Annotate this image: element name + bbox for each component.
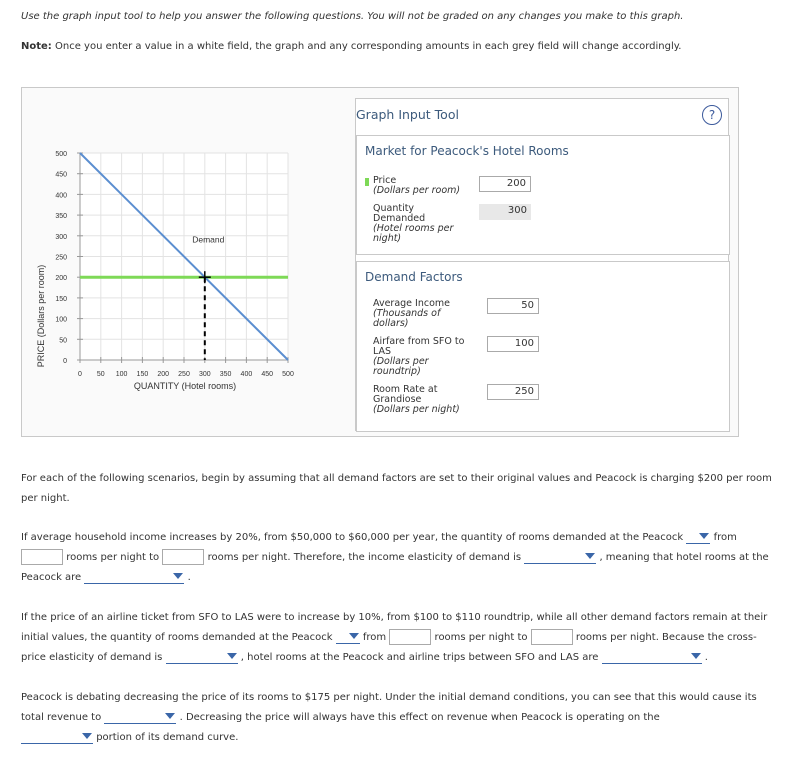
y-tick-label: 400 <box>55 192 67 200</box>
x-tick-label: 300 <box>198 371 211 378</box>
instructions-note <box>21 41 681 52</box>
income-unit-2: dollars) <box>373 318 409 329</box>
airfare-input[interactable]: 100 <box>487 336 539 352</box>
price-unit: (Dollars per room) <box>373 185 461 196</box>
x-tick-label: 50 <box>96 371 105 378</box>
chevron-down-icon <box>165 713 175 719</box>
y-tick-label: 300 <box>55 233 67 241</box>
q1-text-f: Peacock are <box>21 572 82 583</box>
q2-direction-dropdown[interactable] <box>336 631 360 644</box>
demand-factors-section <box>356 261 730 432</box>
q1-text-a: If average household income increases by 20%, from $50,000 to $60,000 per year, the quantity of rooms demanded at the Peacock <box>21 532 684 543</box>
graph-input-tool <box>21 87 739 437</box>
q1-text-e: , meaning that hotel rooms at the <box>599 552 769 563</box>
chevron-down-icon <box>173 573 183 579</box>
question-income <box>21 528 781 588</box>
chevron-down-icon <box>691 653 701 659</box>
x-tick-label: 450 <box>261 371 274 378</box>
question-revenue <box>21 688 781 748</box>
x-tick-label: 0 <box>78 371 82 378</box>
qty-label-1: Quantity <box>373 203 415 214</box>
q1-direction-dropdown[interactable] <box>686 531 710 544</box>
q3-text-a: Peacock is debating decreasing the price of its rooms to $175 per night. Under the initial demand conditions, you can see that this would cause its total revenue to <box>21 692 757 723</box>
airfare-unit-1: (Dollars per <box>373 356 429 367</box>
qty-unit-1: (Hotel rooms per <box>373 223 454 234</box>
chevron-down-icon <box>227 653 237 659</box>
income-label: Average Income <box>373 298 450 309</box>
chevron-down-icon <box>699 533 709 539</box>
graph-input-panel <box>355 98 729 431</box>
q2-to-input[interactable] <box>531 629 573 645</box>
market-section <box>356 135 730 255</box>
instructions-intro: Use the graph input tool to help you answer the following questions. You will not be graded on any changes you make to this graph. <box>21 11 684 22</box>
airfare-label-2: LAS <box>373 346 392 357</box>
y-tick-label: 0 <box>63 358 67 365</box>
demand-chart-svg[interactable] <box>22 88 352 436</box>
airfare-unit-2: roundtrip) <box>373 366 421 377</box>
questions-intro: For each of the following scenarios, begin by assuming that all demand factors are set to their original values and Peacock is charging $200 per room per night. <box>21 473 772 504</box>
income-input[interactable]: 50 <box>487 298 539 314</box>
q2-text-c: rooms per night to <box>434 632 528 643</box>
q2-text-d: rooms per night. Because the cross-price elasticity of demand is <box>21 632 757 663</box>
demand-factors-title: Demand Factors <box>365 270 463 284</box>
price-label: Price <box>373 175 397 186</box>
q2-from-input[interactable] <box>389 629 431 645</box>
grandiose-input[interactable]: 250 <box>487 384 539 400</box>
y-tick-label: 50 <box>59 337 67 345</box>
x-tick-label: 200 <box>157 371 170 378</box>
y-axis-label: PRICE (Dollars per room) <box>36 264 46 368</box>
q1-text-b: from <box>713 532 737 543</box>
grandiose-unit: (Dollars per night) <box>373 404 460 415</box>
x-tick-label: 400 <box>240 371 253 378</box>
q1-period: . <box>187 572 191 583</box>
q1-elasticity-sign-dropdown[interactable] <box>524 551 596 564</box>
x-tick-label: 150 <box>136 371 149 378</box>
x-tick-label: 500 <box>282 371 294 378</box>
grandiose-label-2: Grandiose <box>373 394 422 405</box>
q2-text-a: If the price of an airline ticket from SFO to LAS were to increase by 10%, from $100 to $110 roundtrip, while all other demand factors remain at their initial values, the quantity of rooms demanded at the Peacock <box>21 612 768 643</box>
y-tick-label: 500 <box>55 151 67 158</box>
x-tick-label: 350 <box>219 371 232 378</box>
price-input[interactable]: 200 <box>479 176 531 192</box>
chevron-down-icon <box>82 733 92 739</box>
help-icon[interactable]: ? <box>702 105 722 125</box>
q2-relationship-dropdown[interactable] <box>602 651 702 664</box>
y-tick-label: 450 <box>55 171 67 179</box>
y-tick-label: 100 <box>55 316 67 324</box>
price-legend-swatch <box>365 178 369 186</box>
q3-text-c: portion of its demand curve. <box>96 732 239 743</box>
demand-curve-label: Demand <box>192 234 225 245</box>
y-tick-label: 150 <box>55 295 67 303</box>
y-tick-label: 200 <box>55 275 67 283</box>
q3-revenue-dropdown[interactable] <box>104 711 176 724</box>
q1-from-input[interactable] <box>21 549 63 565</box>
q2-text-e: , hotel rooms at the Peacock and airline trips between SFO and LAS are <box>240 652 599 663</box>
q1-text-d: rooms per night. Therefore, the income elasticity of demand is <box>207 552 522 563</box>
q1-text-c: rooms per night to <box>66 552 160 563</box>
income-unit-1: (Thousands of <box>373 308 441 319</box>
x-tick-label: 100 <box>115 371 128 378</box>
q3-text-b: . Decreasing the price will always have this effect on revenue when Peacock is operating on the <box>179 712 660 723</box>
q1-to-input[interactable] <box>162 549 204 565</box>
grandiose-label-1: Room Rate at <box>373 384 438 395</box>
quantity-demanded-value: 300 <box>479 204 531 220</box>
y-tick-label: 350 <box>55 213 67 221</box>
x-axis-label: QUANTITY (Hotel rooms) <box>133 381 237 391</box>
demand-graph[interactable] <box>22 88 352 436</box>
chevron-down-icon <box>349 633 359 639</box>
q1-good-type-dropdown[interactable] <box>84 571 184 584</box>
q2-elasticity-sign-dropdown[interactable] <box>166 651 238 664</box>
note-text: Once you enter a value in a white field, the graph and any corresponding amounts in each grey field will change accordingly. <box>51 41 682 52</box>
y-tick-label: 250 <box>55 254 67 262</box>
airfare-label-1: Airfare from SFO to <box>373 336 465 347</box>
q2-period: . <box>704 652 708 663</box>
market-title: Market for Peacock's Hotel Rooms <box>365 144 569 158</box>
q2-text-b: from <box>362 632 387 643</box>
qty-unit-2: night) <box>373 233 402 244</box>
q3-curve-portion-dropdown[interactable] <box>21 731 93 744</box>
note-label: Note: <box>21 41 52 52</box>
question-airfare <box>21 608 781 668</box>
chevron-down-icon <box>585 553 595 559</box>
x-tick-label: 250 <box>178 371 190 378</box>
qty-label-2: Demanded <box>373 213 426 224</box>
tool-title: Graph Input Tool <box>356 107 459 122</box>
